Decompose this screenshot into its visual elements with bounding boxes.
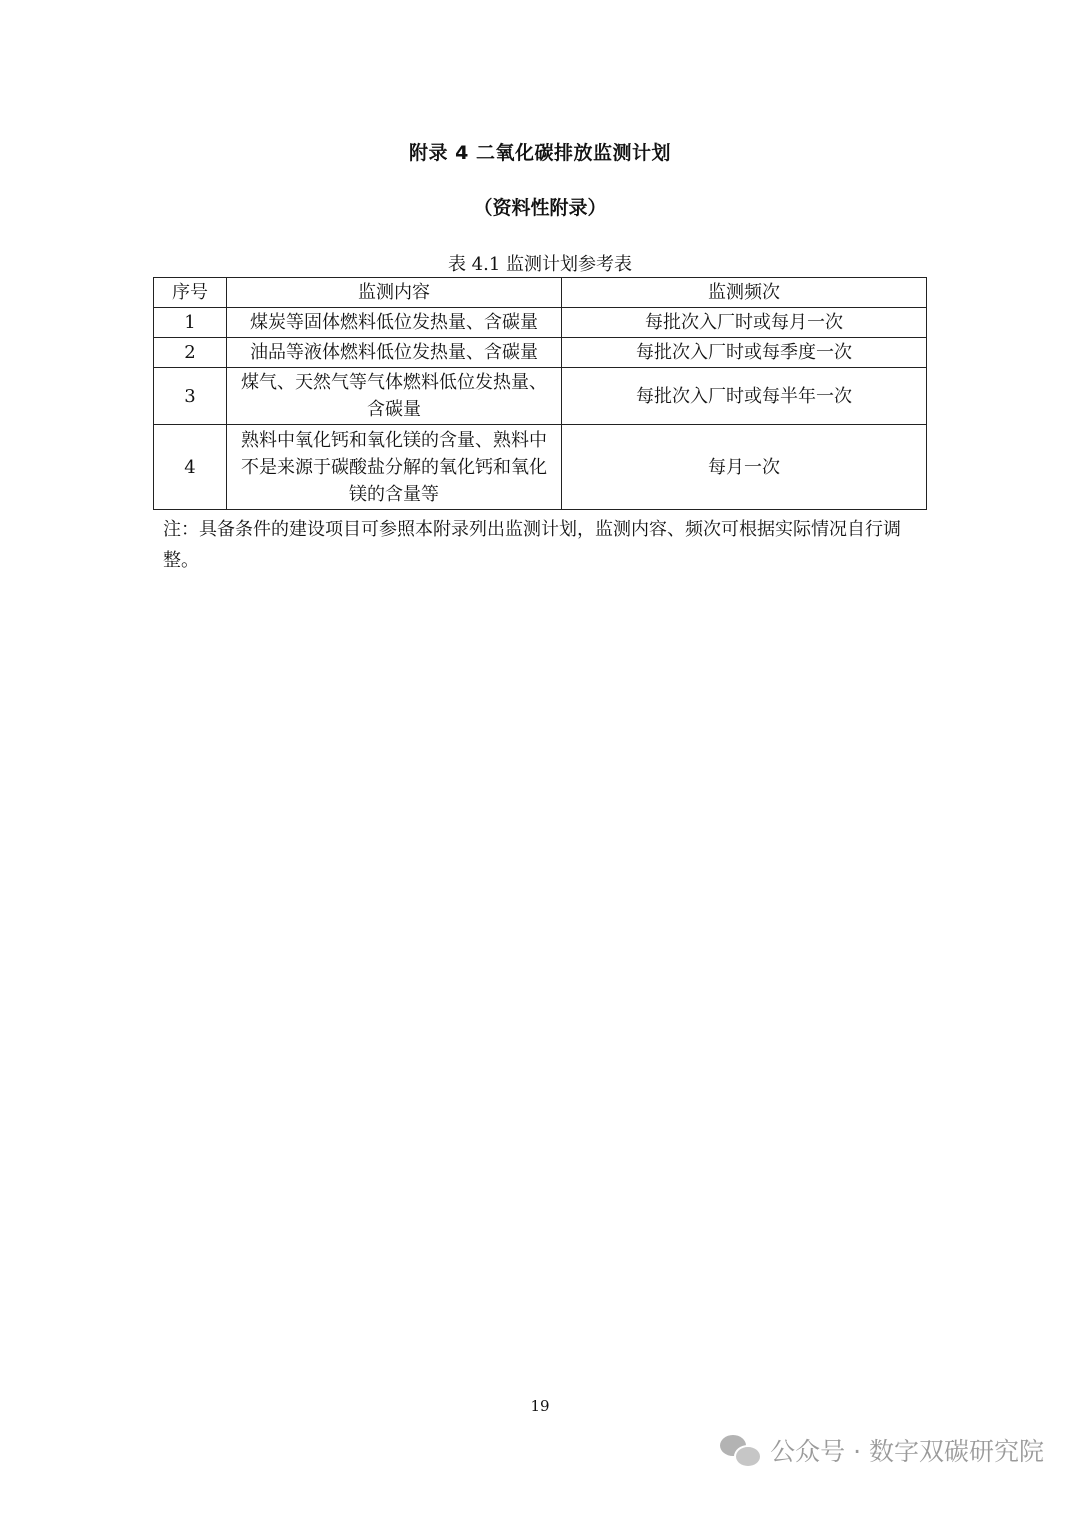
table-header-row [154,278,927,308]
table-row [154,308,927,338]
header-frequency: 监测频次 [562,278,927,308]
cell-no: 2 [154,338,227,368]
watermark [720,1432,1044,1468]
cell-content: 煤炭等固体燃料低位发热量、含碳量 [227,308,562,338]
cell-content: 油品等液体燃料低位发热量、含碳量 [227,338,562,368]
header-content: 监测内容 [227,278,562,308]
cell-frequency: 每批次入厂时或每月一次 [562,308,927,338]
wechat-icon [720,1433,760,1467]
cell-frequency: 每批次入厂时或每季度一次 [562,338,927,368]
cell-no: 4 [154,425,227,510]
table-note: 注：具备条件的建设项目可参照本附录列出监测计划，监测内容、频次可根据实际情况自行调整。 [163,519,901,571]
header-no: 序号 [154,278,227,308]
table-row [154,425,927,510]
cell-content: 熟料中氧化钙和氧化镁的含量、熟料中不是来源于碳酸盐分解的氧化钙和氧化镁的含量等 [227,425,562,510]
watermark-text: 公众号 · 数字双碳研究院 [770,1437,1044,1466]
table-row [154,338,927,368]
page-subtitle: （资料性附录） [473,197,607,219]
page-title: 附录 4 二氧化碳排放监测计划 [409,142,671,164]
cell-content: 煤气、天然气等气体燃料低位发热量、含碳量 [227,368,562,425]
cell-no: 1 [154,308,227,338]
cell-frequency: 每批次入厂时或每半年一次 [562,368,927,425]
table-row [154,368,927,425]
page-number: 19 [530,1397,550,1415]
table-caption: 表 4.1 监测计划参考表 [447,254,633,275]
cell-no: 3 [154,368,227,425]
cell-frequency: 每月一次 [562,425,927,510]
monitoring-plan-table [153,277,927,510]
